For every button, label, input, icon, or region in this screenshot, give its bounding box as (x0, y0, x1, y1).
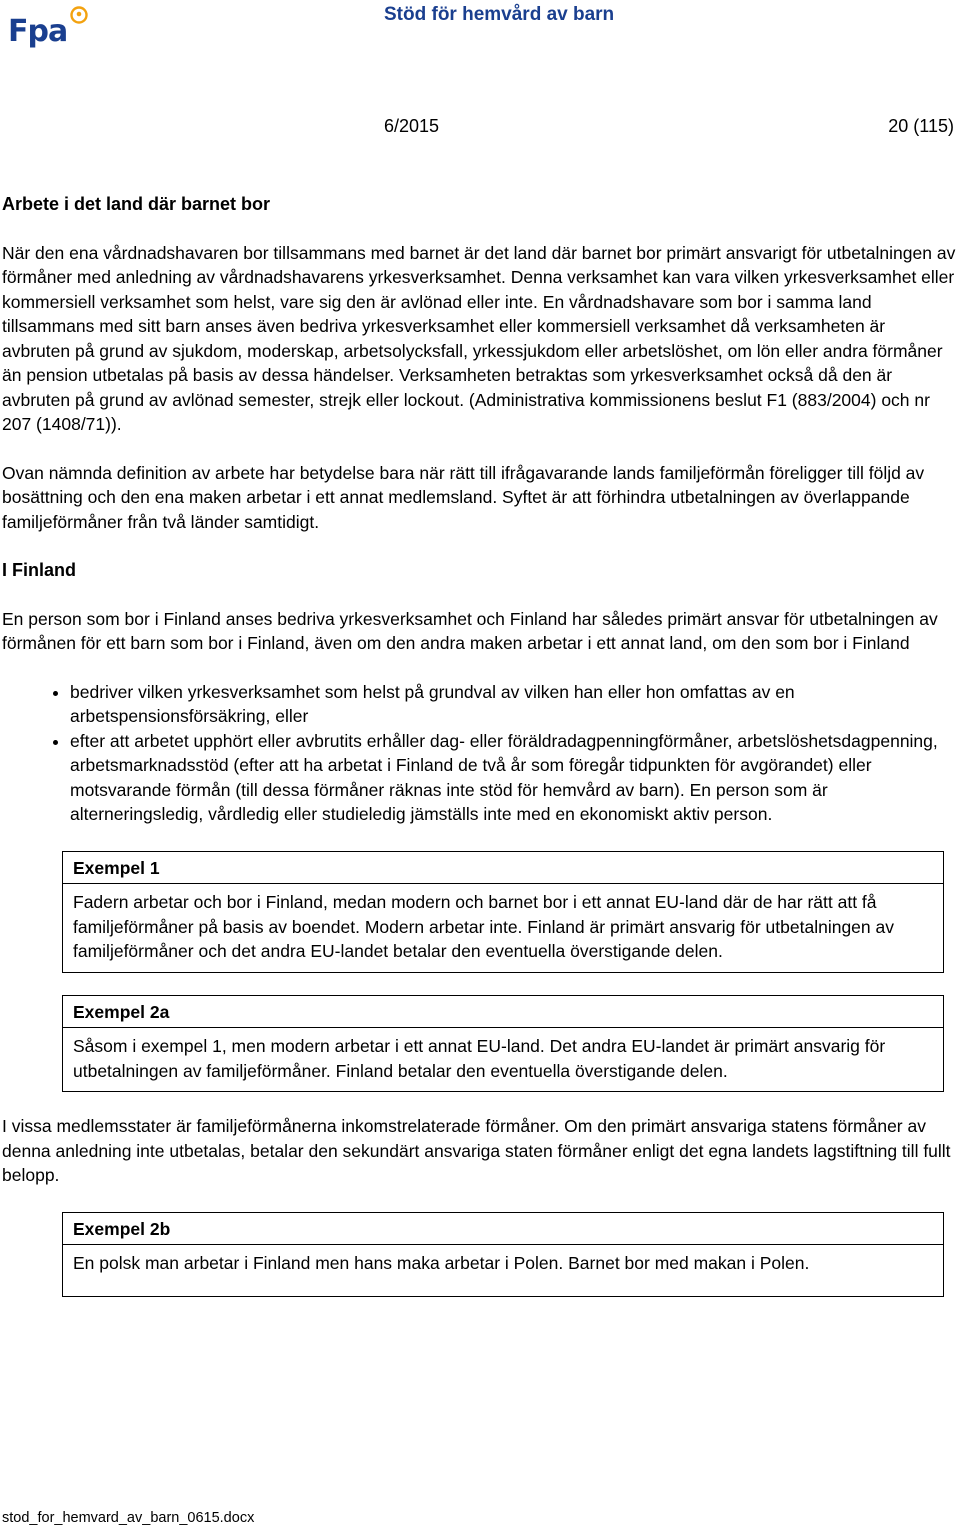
section-heading: I Finland (2, 560, 76, 580)
document-date: 6/2015 (384, 116, 440, 136)
example-box (62, 1212, 944, 1297)
paragraph: Ovan nämnda definition av arbete har betydelse bara när rätt till ifrågavarande lands familjeförmån föreligger till följd av bosättning och den ena maken arbetar i ett annat medlemsland. Syftet är att förhindra utbetalningen av överlappande familjeförmåner från två länder samtidigt. (2, 462, 925, 532)
example-title: Exempel 2b (63, 1213, 943, 1246)
document-body (2, 192, 958, 1319)
page-number: 20 (115) (888, 116, 954, 136)
document-title: Stöd för hemvård av barn (384, 4, 615, 25)
paragraph: I vissa medlemsstater är familjeförmånerna inkomstrelaterade förmåner. Om den primärt ansvariga statens förmåner av denna anledning inte utbetalas, betalar den sekundärt ansvariga staten förmåner enligt det egna landets lagstiftning till fullt belopp. (2, 1116, 951, 1185)
footer-filename: stod_for_hemvard_av_barn_0615.docx (2, 1510, 255, 1526)
list-item: • bedriver vilken yrkesverksamhet som helst på grundval av vilken han eller hon omfattas av en arbetspensionsförsäkring, eller (70, 680, 958, 729)
section-heading: Arbete i det land där barnet bor (2, 194, 271, 214)
paragraph: När den ena vårdnadshavaren bor tillsammans med barnet är det land där barnet bor primärt ansvarigt för utbetalningen av förmåner med anledning av vårdnadshavarens yrkesverksamhet. Denna verksamhet kan vara vilken yrkesverksamhet eller kommersiell verksamhet som helst, vare sig den är avlönad eller inte. En vårdnadshavare som bor i samma land tillsammans med sitt barn anses även bedriva yrkesverksamhet eller kommersiell verksamhet då verksamheten är avbruten på grund av sjukdom, moderskap, arbetsolycksfall, yrkessjukdom eller arbetslöshet, om lön eller andra förmåner än pension utbetalas på basis av dessa händelser. Verksamheten betraktas som yrkesverksamhet också då den är avbruten på grund av avlönad semester, strejk eller lockout. (Administrativa kommissionens beslut F1 (883/2004) och nr 207 (1408/71)). (2, 242, 956, 434)
example-box (62, 995, 944, 1093)
list-item: • efter att arbetet upphört eller avbrutits erhåller dag- eller föräldradagpenningförmåner, arbetslöshetsdagpenning, arbetsmarknadsstöd (efter att ha arbetat i Finland de två år som föregår tidpunkten för avgörandet) eller motsvarande förmån (till dessa förmåner räknas inte stöd för hemvård av barn). En person som är alterneringsledig, vårdledig eller studieledig jämställs inte med en ekonomiskt aktiv person. (70, 729, 958, 827)
example-box (62, 851, 944, 973)
logo-mark-icon (70, 6, 88, 24)
example-title: Exempel 2a (63, 996, 943, 1029)
example-text: Såsom i exempel 1, men modern arbetar i ett annat EU-land. Det andra EU-landet är primärt ansvarig för utbetalningen av familjeförmåner. Finland betalar den eventuella överstigande delen. (73, 1036, 886, 1081)
paragraph: En person som bor i Finland anses bedriva yrkesverksamhet och Finland har således primärt ansvar för utbetalningen av förmånen för ett barn som bor i Finland, även om den andra maken arbetar i ett annat land, om den som bor i Finland (2, 608, 938, 653)
logo-text: Fpa (8, 14, 68, 49)
example-text: Fadern arbetar och bor i Finland, medan modern och barnet bor i ett annat EU-land där de har rätt att få familjeförmåner på basis av boendet. Modern arbetar inte. Finland är primärt ansvarig för utbetalningen av familjeförmåner och det andra EU-landet betalar den eventuella överstigande delen. (73, 892, 894, 961)
fpa-logo (8, 4, 88, 52)
example-text: En polsk man arbetar i Finland men hans maka arbetar i Polen. Barnet bor med makan i Polen. (73, 1253, 810, 1273)
example-title: Exempel 1 (63, 852, 943, 885)
bullet-list (2, 680, 958, 827)
